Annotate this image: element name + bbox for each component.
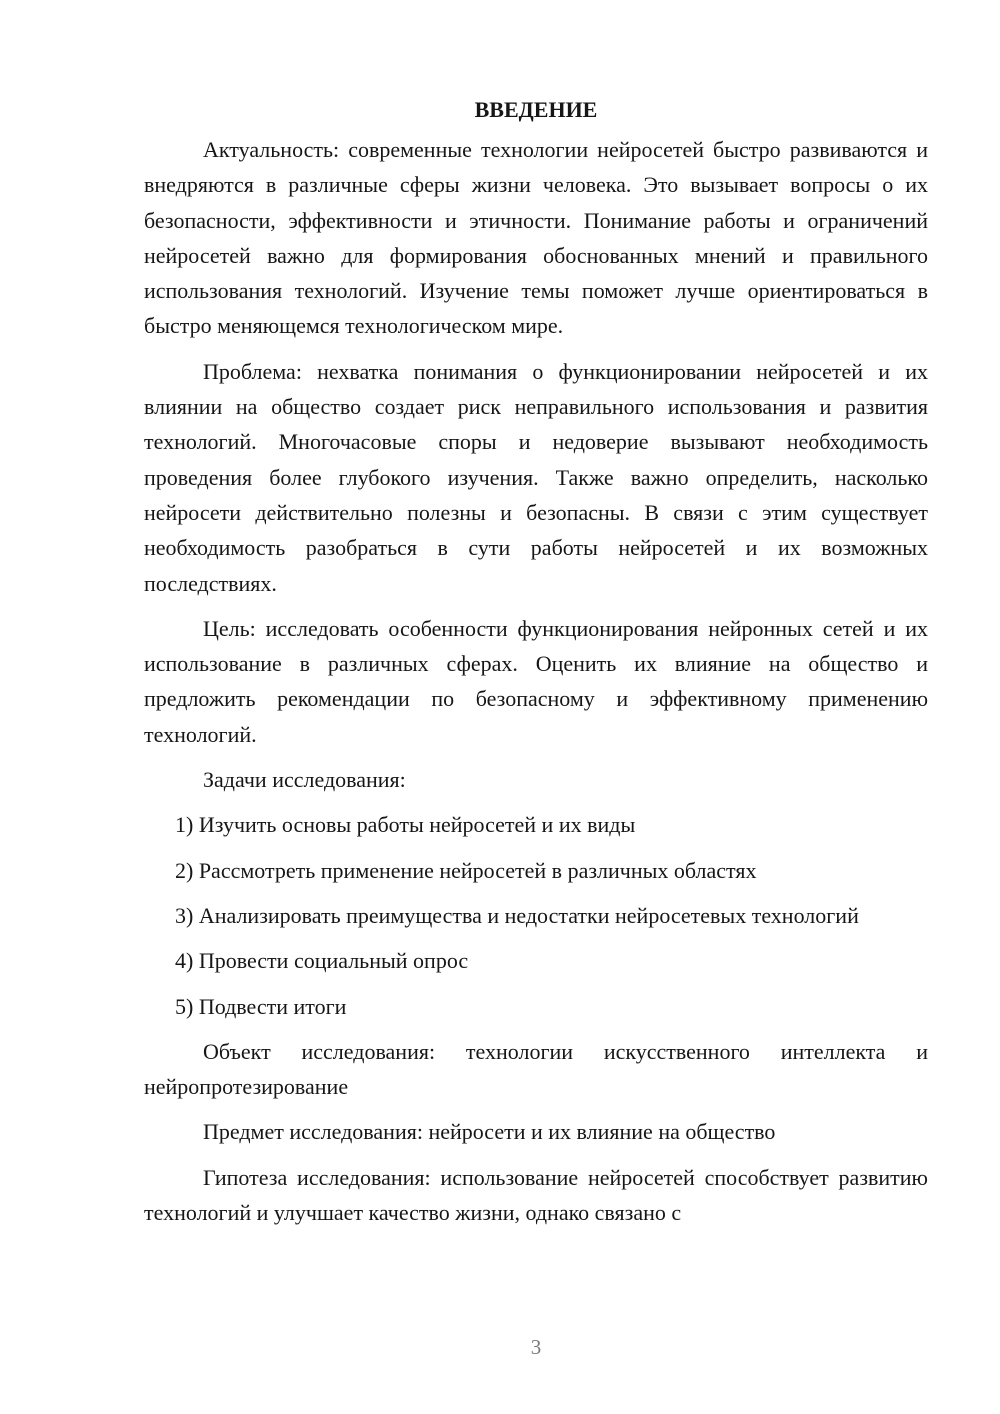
paragraph-problem: Проблема: нехватка понимания о функционировании нейросетей и их влиянии на общество создает риск неправильного использования и развития технологий. Многочасовые споры и недоверие вызывают необходимость проведения более глубокого изучения. Также важно определить, насколько нейросети действительно полезны и безопасны. В связи с этим существует необходимость разобраться в сути работы нейросетей и их возможных последствиях. xyxy=(144,358,928,596)
document-page xyxy=(144,96,928,1240)
task-item: 1) Изучить основы работы нейросетей и их виды xyxy=(175,812,636,838)
paragraph-hypothesis: Гипотеза исследования: использование нейросетей способствует развитию технологий и улучшает качество жизни, однако связано с xyxy=(144,1164,928,1226)
paragraph-goal: Цель: исследовать особенности функционирования нейронных сетей и их использование в различных сферах. Оценить их влияние на общество и предложить рекомендации по безопасному и эффективному применению технологий. xyxy=(144,615,928,747)
page-number: 3 xyxy=(530,1335,542,1359)
task-item: 2) Рассмотреть применение нейросетей в различных областях xyxy=(175,857,757,883)
task-item: 3) Анализировать преимущества и недостатки нейросетевых технологий xyxy=(175,902,859,928)
task-item: 4) Провести социальный опрос xyxy=(175,948,469,974)
section-title: ВВЕДЕНИЕ xyxy=(474,97,598,122)
tasks-heading: Задачи исследования: xyxy=(203,767,406,793)
paragraph-object: Объект исследования: технологии искусственного интеллекта и нейропротезирование xyxy=(144,1038,928,1100)
paragraph-relevance: Актуальность: современные технологии нейросетей быстро развиваются и внедряются в различные сферы жизни человека. Это вызывает вопросы о их безопасности, эффективности и этичности. Понимание работы и ограничений нейросетей важно для формирования обоснованных мнений и правильного использования технологий. Изучение темы поможет лучше ориентироваться в быстро меняющемся технологическом мире. xyxy=(144,137,928,339)
task-item: 5) Подвести итоги xyxy=(175,993,347,1019)
paragraph-subject: Предмет исследования: нейросети и их влияние на общество xyxy=(203,1119,776,1145)
